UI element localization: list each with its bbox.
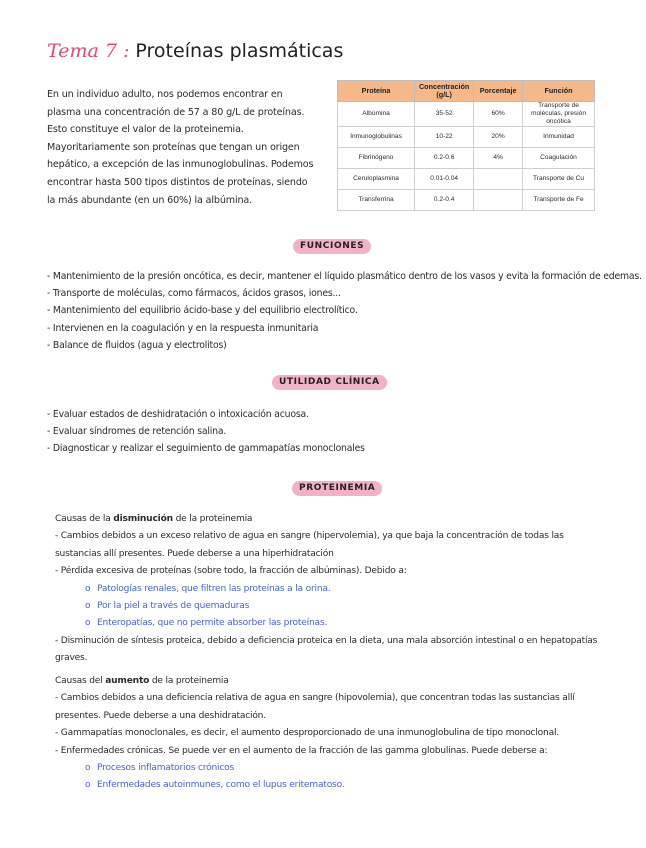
- disminucion-heading: Causas de la disminución de la proteinemia: [55, 514, 253, 524]
- table-cell: 10-22: [415, 127, 474, 148]
- table-cell: [474, 190, 523, 211]
- bullet: o: [85, 583, 91, 594]
- table-cell: Transporte de Cu: [523, 169, 595, 190]
- table-cell: Albúmina: [338, 102, 415, 127]
- section-heading-proteinemia: PROTEINEMIA: [292, 481, 382, 496]
- table-row: [338, 169, 595, 190]
- page-title: [47, 40, 343, 62]
- bullet: o: [85, 618, 91, 629]
- list-item: - Disminución de síntesis proteica, debido a deficiencia proteica en la dieta, una mala absorción intestinal o en hepatopatías graves.: [55, 635, 598, 664]
- list-item: - Intervienen en la coagulación y en la respuesta inmunitaria: [47, 322, 319, 334]
- table-cell: Transporte de moléculas, presión oncótica: [523, 102, 595, 127]
- list-item: - Cambios debidos a una deficiencia relativa de agua en sangre (hipovolemia), que concentran todas las sustancias allí presentes. Puede deberse a una deshidratación.: [55, 693, 575, 721]
- list-item: - Gammapatías monoclonales, es decir, el aumento desproporcionado de una inmunoglobulina de tipo monoclonal.: [55, 728, 559, 739]
- table-row: [338, 102, 595, 127]
- title-main: Proteínas plasmáticas: [135, 40, 344, 62]
- list-item: - Mantenimiento de la presión oncótica, es decir, mantener el líquido plasmático dentro de los vasos y evita la formación de edemas.: [47, 271, 642, 282]
- col-header: Proteína: [338, 81, 415, 102]
- disminucion-block: [55, 511, 600, 668]
- utilidad-list: [47, 406, 607, 458]
- section-heading-funciones: FUNCIONES: [293, 239, 371, 254]
- sub-list-item: o Enteropatías, que no permite absorber las proteínas.: [55, 615, 600, 632]
- bullet: o: [85, 763, 91, 774]
- table-cell: Inmunidad: [523, 127, 595, 148]
- list-item: - Mantenimiento del equilibrio ácido-base y del equilibrio electrolítico.: [47, 305, 358, 317]
- protein-table: [337, 80, 595, 211]
- aumento-heading: Causas del aumento de la proteinemia: [55, 676, 229, 686]
- table-cell: Fibrinógeno: [338, 148, 415, 169]
- table-cell: 0.01-0.04: [415, 169, 474, 190]
- col-header: Concentración (g/L): [415, 81, 474, 102]
- table-cell: Ceruloplasmina: [338, 169, 415, 190]
- table-cell: Inmunoglobulinas: [338, 127, 415, 148]
- col-header: Porcentaje: [474, 81, 523, 102]
- list-item: - Cambios debidos a un exceso relativo de agua en sangre (hipervolemia), ya que baja la concentración de todas las sustancias allí presentes. Puede deberse a una hiperhidratación: [55, 531, 564, 559]
- col-header: Función: [523, 81, 595, 102]
- list-item: - Diagnosticar y realizar el seguimiento de gammapatías monoclonales: [47, 443, 365, 455]
- table-cell: Transporte de Fe: [523, 190, 595, 211]
- table-cell: 35-52: [415, 102, 474, 127]
- list-item: - Pérdida excesiva de proteínas (sobre todo, la fracción de albúminas). Debido a:: [55, 566, 407, 577]
- table-row: [338, 148, 595, 169]
- aumento-block: [55, 673, 600, 795]
- disminucion-bold: disminución: [113, 514, 173, 524]
- table-cell: Coagulación: [523, 148, 595, 169]
- list-item: - Evaluar estados de deshidratación o intoxicación acuosa.: [47, 409, 309, 420]
- list-item: - Transporte de moléculas, como fármacos, ácidos grasos, iones...: [47, 288, 341, 300]
- intro-paragraph: En un individuo adulto, nos podemos encontrar en plasma una concentración de 57 a 80 g/L de proteínas. Esto constituye el valor de la proteinemia. Mayoritariamente son proteínas que tengan un origen hepático, a excepción de las inmunoglobulinas. Podemos encontrar hasta 500 tipos distintos de proteínas, siendo la más abundante (en un 60%) la albúmina.: [47, 89, 314, 206]
- table-cell: [474, 169, 523, 190]
- table-row: [338, 127, 595, 148]
- table-cell: 0.2-0.4: [415, 190, 474, 211]
- bullet: o: [85, 780, 91, 791]
- section-heading-utilidad: UTILIDAD CLÍNICA: [272, 375, 387, 390]
- funciones-list: [47, 268, 642, 354]
- table-cell: 60%: [474, 102, 523, 127]
- sub-list-item: o Procesos inflamatorios crónicos: [55, 760, 600, 777]
- list-item: - Evaluar síndromes de retención salina.: [47, 426, 227, 438]
- table-row: [338, 190, 595, 211]
- table-header-row: [338, 81, 595, 102]
- sub-list-item: o Enfermedades autoinmunes, como el lupus eritematoso.: [55, 777, 600, 794]
- sub-list-item: o Por la piel a través de quemaduras: [55, 598, 600, 615]
- table-cell: 20%: [474, 127, 523, 148]
- bullet: o: [85, 601, 91, 612]
- title-prefix: Tema 7 :: [47, 40, 130, 62]
- table-cell: 0.2-0.6: [415, 148, 474, 169]
- table-cell: Transferrina: [338, 190, 415, 211]
- aumento-bold: aumento: [105, 676, 150, 686]
- sub-list-item: o Patologías renales, que filtren las proteínas a la orina.: [55, 581, 600, 598]
- list-item: - Balance de fluidos (agua y electrolitos): [47, 339, 227, 351]
- list-item: - Enfermedades crónicas. Se puede ver en el aumento de la fracción de las gamma globulinas. Puede deberse a:: [55, 745, 548, 756]
- table-cell: 4%: [474, 148, 523, 169]
